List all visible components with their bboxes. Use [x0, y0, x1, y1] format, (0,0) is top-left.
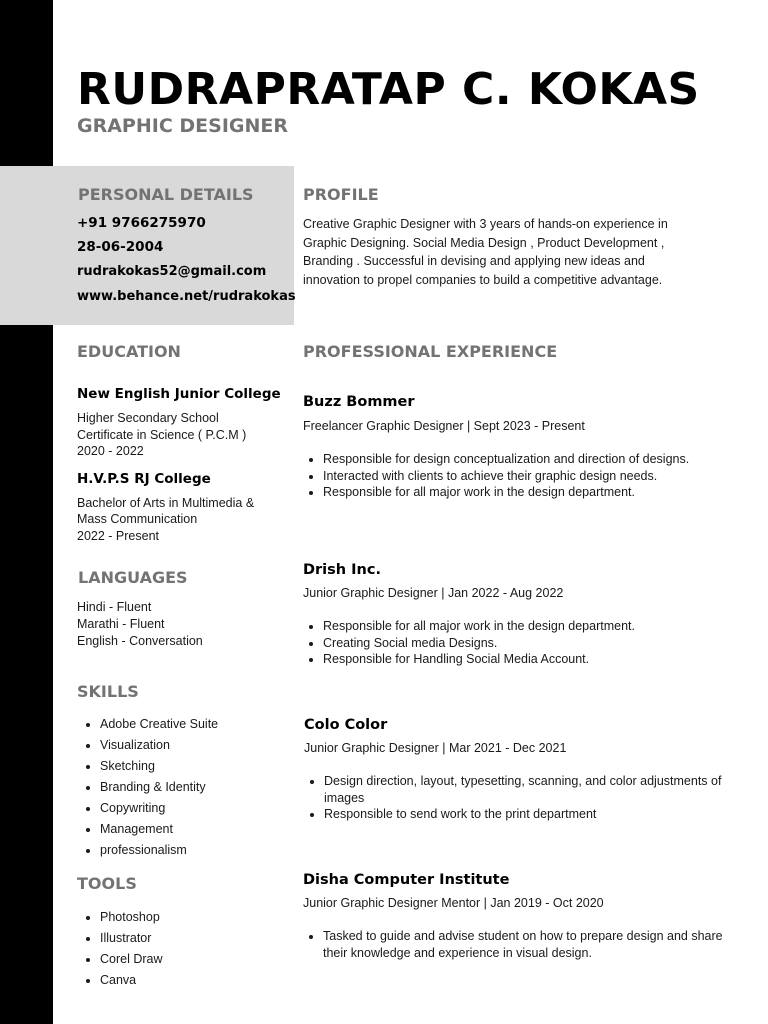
- job-bullet: • Responsible for all major work in the design department.: [323, 618, 723, 635]
- job-bullet: • Responsible to send work to the print department: [324, 806, 724, 823]
- job-bullets: [303, 618, 723, 668]
- job-company: Drish Inc.: [303, 562, 381, 578]
- education-detail: Certificate in Science ( P.C.M ): [77, 428, 247, 442]
- education-school: New English Junior College: [77, 386, 281, 402]
- skill-item: • Branding & Identity: [100, 777, 218, 798]
- tool-item: • Canva: [100, 970, 163, 991]
- education-heading: EDUCATION: [77, 342, 181, 361]
- job-bullet: • Responsible for design conceptualization and direction of designs.: [323, 451, 723, 468]
- job-bullet: • Creating Social media Designs.: [323, 635, 723, 652]
- job-bullets: [303, 451, 723, 501]
- skill-item: • Management: [100, 819, 218, 840]
- candidate-name: RUDRAPRATAP C. KOKAS: [77, 64, 700, 115]
- profile-text: Creative Graphic Designer with 3 years of hands-on experience in Graphic Designing. Social Media Design , Product Development , Branding . Successful in devising and applying new ideas and innovation to propel companies to build a competitive advantage.: [303, 217, 668, 287]
- website-link: www.behance.net/rudrakokas: [77, 289, 296, 304]
- skills-list: [80, 714, 218, 861]
- tool-item: • Corel Draw: [100, 949, 163, 970]
- language-item: Hindi - Fluent: [77, 600, 152, 614]
- left-black-bar: [0, 0, 53, 1024]
- job-bullet: • Responsible for Handling Social Media Account.: [323, 651, 723, 668]
- skill-item: • Adobe Creative Suite: [100, 714, 218, 735]
- language-item: Marathi - Fluent: [77, 617, 165, 631]
- education-years: 2020 - 2022: [77, 444, 144, 458]
- skill-item: • Sketching: [100, 756, 218, 777]
- tools-heading: TOOLS: [77, 874, 137, 893]
- job-position: Junior Graphic Designer | Jan 2022 - Aug 2022: [303, 586, 564, 600]
- phone-number: +91 9766275970: [77, 215, 206, 231]
- education-detail: Higher Secondary School: [77, 411, 219, 425]
- skill-item: • Copywriting: [100, 798, 218, 819]
- job-company: Buzz Bommer: [303, 394, 415, 410]
- candidate-role: GRAPHIC DESIGNER: [77, 115, 288, 137]
- job-bullets: [304, 773, 724, 823]
- skills-heading: SKILLS: [77, 682, 139, 701]
- education-detail: Mass Communication: [77, 512, 198, 526]
- language-item: English - Conversation: [77, 634, 203, 648]
- job-position: Junior Graphic Designer | Mar 2021 - Dec 2021: [304, 741, 567, 755]
- skill-item: • Visualization: [100, 735, 218, 756]
- skill-item: • professionalism: [100, 840, 218, 861]
- education-school: H.V.P.S RJ College: [77, 471, 211, 487]
- personal-details-heading: PERSONAL DETAILS: [78, 185, 254, 204]
- education-detail: Bachelor of Arts in Multimedia &: [77, 496, 255, 510]
- job-company: Colo Color: [304, 717, 388, 733]
- experience-heading: PROFESSIONAL EXPERIENCE: [303, 342, 558, 361]
- date-of-birth: 28-06-2004: [77, 239, 164, 255]
- email-address: rudrakokas52@gmail.com: [77, 264, 267, 279]
- job-company: Disha Computer Institute: [303, 872, 510, 888]
- job-position: Junior Graphic Designer Mentor | Jan 2019 - Oct 2020: [303, 896, 604, 910]
- job-bullet: • Design direction, layout, typesetting, scanning, and color adjustments of images: [324, 773, 724, 806]
- education-years: 2022 - Present: [77, 529, 159, 543]
- job-bullet: • Interacted with clients to achieve their graphic design needs.: [323, 468, 723, 485]
- job-bullet: • Tasked to guide and advise student on how to prepare design and share their knowledge and experience in visual design.: [323, 928, 723, 961]
- languages-heading: LANGUAGES: [78, 568, 188, 587]
- job-bullet: • Responsible for all major work in the design department.: [323, 484, 723, 501]
- job-bullets: [303, 928, 723, 961]
- profile-heading: PROFILE: [303, 185, 379, 204]
- tools-list: [80, 907, 163, 991]
- tool-item: • Photoshop: [100, 907, 163, 928]
- job-position: Freelancer Graphic Designer | Sept 2023 - Present: [303, 419, 585, 433]
- tool-item: • Illustrator: [100, 928, 163, 949]
